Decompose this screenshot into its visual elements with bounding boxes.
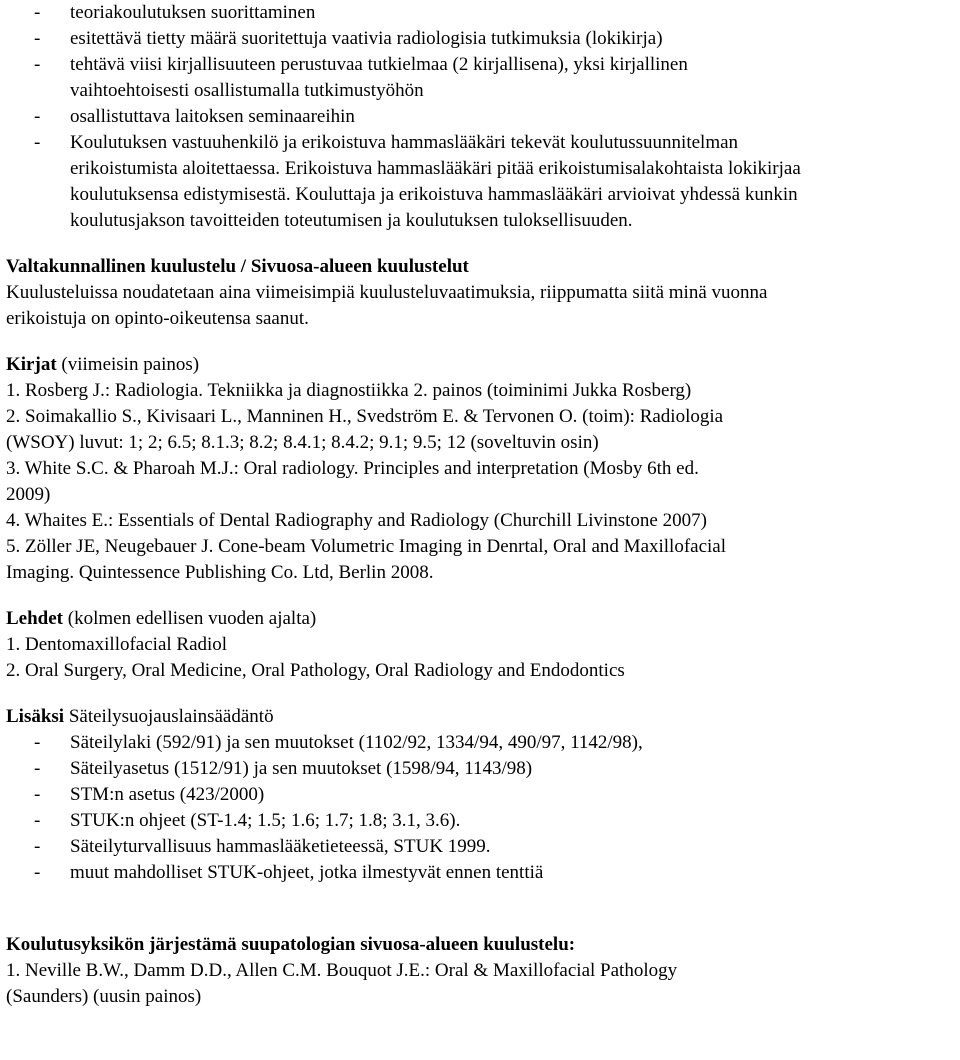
heading-bold: Lehdet [6, 608, 63, 629]
list-dash: - [34, 810, 41, 831]
section-heading: Koulutusyksikön järjestämä suupatologian sivuosa-alueen kuulustelu: [6, 934, 576, 955]
list-dash: - [34, 28, 41, 49]
reference-line: (Saunders) (uusin painos) [6, 986, 202, 1007]
list-item [6, 834, 956, 860]
list-item [6, 0, 956, 26]
list-item-text: STM:n asetus (423/2000) [70, 784, 265, 805]
list-item [6, 756, 956, 782]
list-dash: - [34, 836, 41, 857]
list-item-text: Säteilyasetus (1512/91) ja sen muutokset (1598/94, 1143/98) [70, 758, 533, 779]
section-heading [6, 606, 956, 632]
reference-line: 1. Neville B.W., Damm D.D., Allen C.M. Bouquot J.E.: Oral & Maxillofacial Pathology [6, 960, 678, 981]
reference-line: 1. Rosberg J.: Radiologia. Tekniikka ja diagnostiikka 2. painos (toiminimi Jukka Rosberg) [6, 380, 692, 401]
list-item [6, 52, 956, 78]
regulation-list [6, 730, 956, 886]
reference-line: 4. Whaites E.: Essentials of Dental Radiography and Radiology (Churchill Livinstone 2007) [6, 510, 707, 531]
list-item [6, 808, 956, 834]
list-dash: - [34, 132, 41, 153]
list-item-text: esitettävä tietty määrä suoritettuja vaativia radiologisia tutkimuksia (lokikirja) [70, 28, 663, 49]
document-page [6, 0, 956, 1010]
section-heading [6, 704, 956, 730]
list-item-continuation: vaihtoehtoisesti osallistumalla tutkimustyöhön [70, 80, 424, 101]
section-heading: Valtakunnallinen kuulustelu / Sivuosa-alueen kuulustelut [6, 256, 469, 277]
heading-rest: (kolmen edellisen vuoden ajalta) [63, 608, 317, 629]
paragraph-line: Kuulusteluissa noudatetaan aina viimeisimpiä kuulusteluvaatimuksia, riippumatta siitä minä vuonna [6, 282, 768, 303]
reference-line: 2. Oral Surgery, Oral Medicine, Oral Pathology, Oral Radiology and Endodontics [6, 660, 625, 681]
section-heading [6, 352, 956, 378]
heading-bold: Kirjat [6, 354, 57, 375]
books-section [6, 352, 956, 586]
list-item-text: Säteilyturvallisuus hammaslääketieteessä, STUK 1999. [70, 836, 491, 857]
list-dash: - [34, 106, 41, 127]
reference-line: (WSOY) luvut: 1; 2; 6.5; 8.1.3; 8.2; 8.4.1; 8.4.2; 9.1; 9.5; 12 (soveltuvin osin) [6, 432, 599, 453]
list-item-text: osallistuttava laitoksen seminaareihin [70, 106, 355, 127]
journals-section [6, 606, 956, 684]
list-item-continuation: erikoistumista aloitettaessa. Erikoistuva hammaslääkäri pitää erikoistumisalakohtaista lokikirjaa [70, 158, 801, 179]
list-item-text: teoriakoulutuksen suorittaminen [70, 2, 316, 23]
exam-section [6, 254, 956, 332]
reference-line: 3. White S.C. & Pharoah M.J.: Oral radiology. Principles and interpretation (Mosby 6th ed. [6, 458, 699, 479]
paragraph-line: erikoistuja on opinto-oikeutensa saanut. [6, 308, 309, 329]
list-item [6, 782, 956, 808]
list-item-text: Säteilylaki (592/91) ja sen muutokset (1102/92, 1334/94, 490/97, 1142/98), [70, 732, 643, 753]
reference-line: 5. Zöller JE, Neugebauer J. Cone-beam Volumetric Imaging in Denrtal, Oral and Maxillofacial [6, 536, 727, 557]
list-item-text: Koulutuksen vastuuhenkilö ja erikoistuva hammaslääkäri tekevät koulutussuunnitelman [70, 132, 739, 153]
list-item-text: STUK:n ohjeet (ST-1.4; 1.5; 1.6; 1.7; 1.8; 3.1, 3.6). [70, 810, 461, 831]
list-item [6, 860, 956, 886]
reference-line: Imaging. Quintessence Publishing Co. Ltd, Berlin 2008. [6, 562, 434, 583]
heading-rest: (viimeisin painos) [56, 354, 200, 375]
list-item [6, 26, 956, 52]
heading-bold: Lisäksi [6, 706, 65, 727]
list-dash: - [34, 732, 41, 753]
list-item [6, 730, 956, 756]
list-item-text: tehtävä viisi kirjallisuuteen perustuvaa tutkielmaa (2 kirjallisena), yksi kirjallinen [70, 54, 688, 75]
list-dash: - [34, 784, 41, 805]
intro-list [6, 0, 956, 234]
list-item-continuation: koulutuksensa edistymisestä. Kouluttaja ja erikoistuva hammaslääkäri arvioivat yhdessä kunkin [70, 184, 798, 205]
reference-line: 2. Soimakallio S., Kivisaari L., Manninen H., Svedström E. & Tervonen O. (toim): Radiologia [6, 406, 724, 427]
list-item-continuation: koulutusjakson tavoitteiden toteutumisen ja koulutuksen tuloksellisuuden. [70, 210, 633, 231]
list-item-text: muut mahdolliset STUK-ohjeet, jotka ilmestyvät ennen tenttiä [70, 862, 544, 883]
unit-exam-section [6, 932, 956, 1010]
list-item [6, 104, 956, 130]
heading-rest: Säteilysuojauslainsäädäntö [64, 706, 274, 727]
list-dash: - [34, 54, 41, 75]
list-item [6, 130, 956, 156]
list-dash: - [34, 862, 41, 883]
list-dash: - [34, 2, 41, 23]
reference-line: 2009) [6, 484, 51, 505]
reference-line: 1. Dentomaxillofacial Radiol [6, 634, 228, 655]
extra-section [6, 704, 956, 886]
list-dash: - [34, 758, 41, 779]
